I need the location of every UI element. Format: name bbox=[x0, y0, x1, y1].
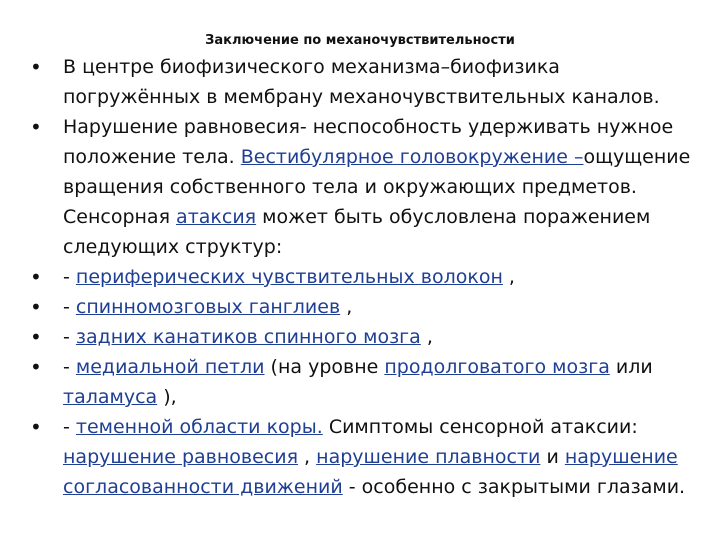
link-coordination-disorder[interactable]: нарушение согласованности движений bbox=[63, 446, 678, 498]
link-ataxia[interactable]: атаксия bbox=[176, 206, 257, 228]
bullet-item-5 bbox=[28, 322, 698, 352]
link-medial-lemniscus[interactable]: медиальной петли bbox=[75, 356, 265, 378]
bullet-text: ощущение вращения собственного тела и окружающих предметов. Сенсорная bbox=[63, 146, 691, 228]
bullet-text: и bbox=[540, 446, 565, 468]
bullet-item-4 bbox=[28, 292, 698, 322]
bullet-text: , bbox=[340, 296, 353, 318]
link-medulla[interactable]: продолговатого мозга bbox=[384, 356, 610, 378]
bullet-text: Симптомы сенсорной атаксии: bbox=[322, 416, 638, 438]
bullet-text: , bbox=[298, 446, 317, 468]
bullet-item-6 bbox=[28, 352, 698, 412]
bullet-item-7 bbox=[28, 412, 698, 502]
bullet-dash: - bbox=[63, 416, 76, 438]
bullet-item-3 bbox=[28, 262, 698, 292]
bullet-dot-icon: • bbox=[30, 325, 42, 349]
link-peripheral-fibers[interactable]: периферических чувствительных волокон bbox=[75, 266, 503, 288]
bullet-text: , bbox=[420, 326, 433, 348]
slide-title: Заключение по механочувствительности bbox=[205, 33, 515, 48]
link-thalamus[interactable]: таламуса bbox=[63, 386, 158, 408]
bullet-text: - особенно с закрытыми глазами. bbox=[342, 476, 686, 498]
bullet-text: , bbox=[502, 266, 515, 288]
bullet-dot-icon: • bbox=[30, 355, 42, 379]
link-spinal-ganglia[interactable]: спинномозговых ганглиев bbox=[75, 296, 341, 318]
bullet-text: или bbox=[609, 356, 653, 378]
bullet-dot-icon: • bbox=[30, 115, 42, 139]
bullet-text: ), bbox=[157, 386, 177, 408]
bullet-text: (на уровне bbox=[264, 356, 385, 378]
bullet-dot-icon: • bbox=[30, 55, 42, 79]
bullet-item-2 bbox=[28, 112, 698, 262]
link-parietal-cortex[interactable]: теменной области коры. bbox=[75, 416, 323, 438]
link-balance-disorder[interactable]: нарушение равновесия bbox=[63, 446, 299, 468]
bullet-dash: - bbox=[63, 356, 76, 378]
bullet-dot-icon: • bbox=[30, 295, 42, 319]
bullet-dot-icon: • bbox=[30, 415, 42, 439]
bullet-text: В центре биофизического механизма–биофизика погружённых в мембрану механочувствительных каналов. bbox=[63, 56, 660, 108]
bullet-item-1 bbox=[28, 52, 698, 112]
link-smoothness-disorder[interactable]: нарушение плавности bbox=[316, 446, 541, 468]
link-posterior-columns[interactable]: задних канатиков спинного мозга bbox=[75, 326, 421, 348]
bullet-dash: - bbox=[63, 296, 76, 318]
bullet-dash: - bbox=[63, 326, 76, 348]
bullet-list bbox=[28, 52, 698, 502]
bullet-dash: - bbox=[63, 266, 76, 288]
bullet-text: может быть обусловлена поражением следующих структур: bbox=[63, 206, 651, 258]
link-vestibular-vertigo[interactable]: Вестибулярное головокружение – bbox=[240, 146, 584, 168]
bullet-dot-icon: • bbox=[30, 265, 42, 289]
bullet-text: Нарушение равновесия- неспособность удерживать нужное положение тела. bbox=[63, 116, 674, 168]
